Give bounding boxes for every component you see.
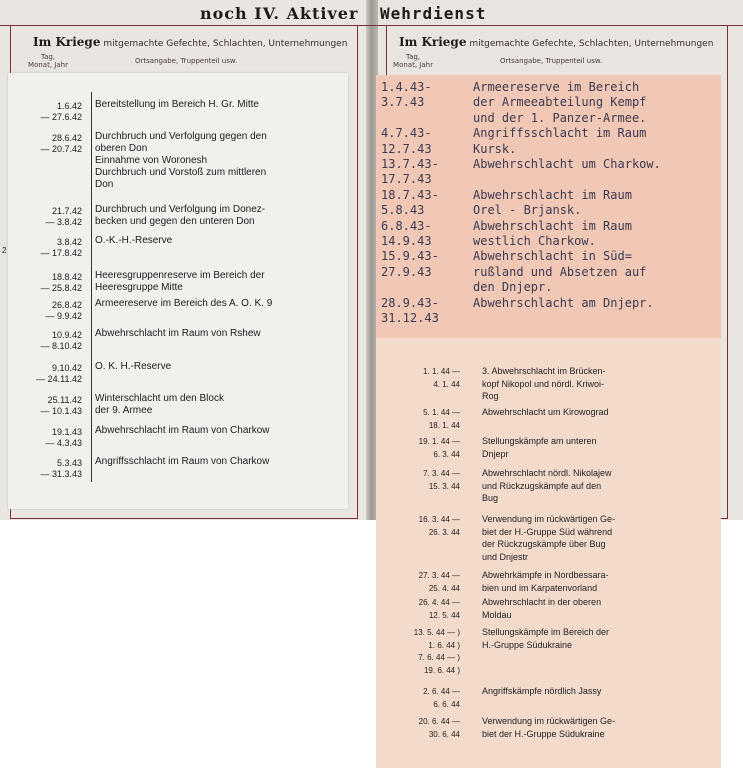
printed-date bbox=[400, 366, 460, 391]
typed-text: rußland und Absetzen auf bbox=[473, 264, 647, 279]
left-subheader-bold: Im Kriege bbox=[33, 35, 101, 49]
entry-text bbox=[95, 361, 335, 373]
entry-text bbox=[95, 456, 335, 468]
margin-mark: 2 bbox=[2, 246, 7, 255]
col-date-line: Monat, Jahr bbox=[28, 61, 68, 69]
printed-date-line: 26. 3. 44 bbox=[428, 527, 460, 537]
printed-text bbox=[482, 406, 697, 419]
entry-text-line: Durchbruch und Verfolgung gegen den bbox=[95, 131, 267, 142]
entry-text bbox=[95, 99, 335, 111]
typed-date: 3.7.43 bbox=[381, 95, 425, 110]
printed-date-line: 1. 1. 44 — bbox=[423, 367, 460, 376]
entry-date bbox=[4, 458, 82, 480]
printed-text-line: und Dnjestr bbox=[482, 551, 529, 562]
col-date-line: Tag, bbox=[40, 53, 56, 61]
typed-date: 12.7.43 bbox=[381, 141, 432, 156]
entry-text-line: becken und gegen den unteren Don bbox=[95, 216, 255, 227]
entry-date bbox=[4, 237, 82, 259]
printed-date-line: 1. 6. 44 ) bbox=[428, 640, 460, 650]
printed-text bbox=[482, 626, 697, 651]
left-page-header: noch IV. Aktiver bbox=[200, 4, 359, 23]
printed-text-line: biet der H.-Gruppe Südukraine bbox=[482, 728, 605, 739]
printed-text-line: Verwendung im rückwärtigen Ge- bbox=[482, 716, 616, 726]
printed-date bbox=[400, 597, 460, 622]
printed-text-line: und Rückzugskämpfe auf den bbox=[482, 480, 602, 491]
printed-text-line: der Rückzugskämpfe über Bug bbox=[482, 539, 606, 549]
printed-text bbox=[482, 596, 697, 621]
printed-date-line: 18. 1. 44 bbox=[428, 420, 460, 430]
entry-text-line: oberen Don bbox=[95, 143, 148, 154]
entry-text bbox=[95, 425, 335, 437]
entry-date-line: — 31.3.43 bbox=[40, 469, 82, 479]
entry-date-line: 1.6.42 bbox=[56, 101, 82, 111]
entry-text-line: Winterschlacht um den Block bbox=[95, 393, 224, 404]
typed-date: 15.9.43- bbox=[381, 249, 439, 264]
entry-date bbox=[4, 363, 82, 385]
typed-date: 31.12.43 bbox=[381, 311, 439, 325]
typed-text: Angriffsschlacht im Raum bbox=[473, 126, 647, 141]
entry-text-line: Abwehrschlacht im Raum von Charkow bbox=[95, 425, 270, 436]
col-date-line: Monat, Jahr bbox=[393, 61, 433, 69]
printed-date bbox=[400, 570, 460, 595]
typed-text: Armeereserve im Bereich bbox=[473, 80, 640, 94]
entry-text bbox=[95, 328, 335, 340]
typed-date: 27.9.43 bbox=[381, 264, 432, 279]
entry-date bbox=[4, 272, 82, 294]
printed-date-line: 26. 4. 44 — bbox=[418, 598, 460, 607]
entry-text-line: Armeereserve im Bereich des A. O. K. 9 bbox=[95, 298, 273, 309]
left-col-date-head bbox=[28, 53, 68, 69]
printed-text bbox=[482, 569, 697, 594]
printed-text-line: Stellungskämpfe am unteren bbox=[482, 436, 597, 446]
typed-text: Abwehrschlacht um Charkow. bbox=[473, 157, 661, 171]
entry-date-line: — 17.8.42 bbox=[40, 248, 82, 258]
entry-date bbox=[4, 206, 82, 228]
typed-text: Orel - Brjansk. bbox=[473, 203, 582, 218]
entry-date-line: 10.9.42 bbox=[51, 330, 82, 340]
col-date-line: Tag, bbox=[405, 53, 421, 61]
entry-text bbox=[95, 131, 335, 191]
printed-text bbox=[482, 467, 697, 505]
typed-text: den Dnjepr. bbox=[473, 280, 553, 295]
entry-text bbox=[95, 393, 335, 417]
printed-date-line: 4. 1. 44 bbox=[433, 379, 460, 389]
entry-date-line: — 3.8.42 bbox=[45, 217, 82, 227]
entry-date-line: — 8.10.42 bbox=[40, 341, 82, 351]
entry-date bbox=[4, 427, 82, 449]
entry-text-line: Durchbruch und Verfolgung im Donez- bbox=[95, 204, 266, 215]
printed-text-line: Bug bbox=[482, 493, 499, 503]
printed-date-line: 20. 6. 44 — bbox=[418, 717, 460, 726]
entry-text-line: der 9. Armee bbox=[95, 405, 153, 416]
printed-date-line: 13. 5. 44 — ) bbox=[413, 628, 460, 637]
printed-date-line: 6. 6. 44 bbox=[433, 699, 460, 709]
entry-date-line: — 10.1.43 bbox=[40, 406, 82, 416]
typed-date: 18.7.43- bbox=[381, 187, 439, 202]
right-page-header: Wehrdienst bbox=[380, 4, 487, 23]
typed-text: der Armeeabteilung Kempf bbox=[473, 95, 647, 110]
entry-date-line: — 9.9.42 bbox=[45, 311, 82, 321]
printed-text bbox=[482, 685, 697, 698]
printed-date-line: 15. 3. 44 bbox=[428, 481, 460, 491]
printed-date-line: 2. 6. 44 — bbox=[423, 687, 460, 696]
entry-text-line: Angriffsschlacht im Raum von Charkow bbox=[95, 456, 270, 467]
printed-date-line: 16. 3. 44 — bbox=[418, 515, 460, 524]
entry-text-line: O.-K.-H.-Reserve bbox=[95, 235, 173, 246]
typed-date: 17.7.43 bbox=[381, 172, 432, 187]
printed-date-line: 30. 6. 44 bbox=[428, 729, 460, 739]
printed-text bbox=[482, 435, 697, 460]
right-subheader-bold: Im Kriege bbox=[399, 35, 467, 49]
printed-text-line: bien und im Karpatenvorland bbox=[482, 582, 598, 593]
printed-date-line: 25. 4. 44 bbox=[428, 583, 460, 593]
printed-text-line: H.-Gruppe Südukraine bbox=[482, 639, 573, 650]
right-col-date-head bbox=[393, 53, 433, 69]
left-column-divider bbox=[91, 92, 92, 482]
left-subheader bbox=[33, 35, 347, 49]
entry-date-line: 26.8.42 bbox=[51, 300, 82, 310]
entry-date-line: 19.1.43 bbox=[51, 427, 82, 437]
printed-text-line: Abwehrschlacht nördl. Nikolajew bbox=[482, 468, 612, 478]
printed-text-line: Abwehrschlacht in der oberen bbox=[482, 597, 602, 607]
entry-text-line: Abwehrschlacht im Raum von Rshew bbox=[95, 328, 261, 339]
printed-text-line: kopf Nikopol und nördl. Kriwoi- bbox=[482, 378, 605, 389]
entry-date-line: — 4.3.43 bbox=[45, 438, 82, 448]
typed-date: 5.8.43 bbox=[381, 203, 425, 218]
typed-date: 28.9.43- bbox=[381, 295, 439, 310]
entry-date-line: — 25.8.42 bbox=[40, 283, 82, 293]
entry-text bbox=[95, 298, 335, 310]
typed-date: 6.8.43- bbox=[381, 218, 432, 233]
typed-date: 13.7.43- bbox=[381, 157, 439, 171]
printed-date-line: 7. 3. 44 — bbox=[423, 469, 460, 478]
entry-date-line: 18.8.42 bbox=[51, 272, 82, 282]
left-subheader-rest: mitgemachte Gefechte, Schlachten, Unternehmungen bbox=[103, 39, 348, 49]
typed-text: und der 1. Panzer-Armee. bbox=[473, 110, 647, 125]
typed-text: westlich Charkow. bbox=[473, 234, 596, 248]
printed-text bbox=[482, 365, 697, 403]
printed-text-line: Dnjepr bbox=[482, 448, 509, 459]
printed-text-line: Abwehrschlacht um Kirowograd bbox=[482, 407, 609, 417]
entry-text-line: Don bbox=[95, 179, 114, 190]
typed-text: Abwehrschlacht im Raum bbox=[473, 218, 632, 233]
printed-date-line: 27. 3. 44 — bbox=[418, 571, 460, 580]
typed-text: Kursk. bbox=[473, 141, 517, 156]
entry-date bbox=[4, 300, 82, 322]
printed-date-line: 5. 1. 44 — bbox=[423, 408, 460, 417]
entry-date-line: 9.10.42 bbox=[51, 363, 82, 373]
printed-date-line: 19. 6. 44 ) bbox=[423, 665, 460, 675]
entry-date bbox=[4, 330, 82, 352]
entry-text bbox=[95, 235, 335, 247]
typed-date: 14.9.43 bbox=[381, 234, 432, 248]
entry-text-line: O. K. H.-Reserve bbox=[95, 361, 172, 372]
printed-date bbox=[400, 716, 460, 741]
entry-date-line: — 27.6.42 bbox=[40, 112, 82, 122]
printed-text bbox=[482, 715, 697, 740]
typed-text: Abwehrschlacht am Dnjepr. bbox=[473, 295, 654, 310]
printed-text-line: Stellungskämpfe im Bereich der bbox=[482, 627, 610, 637]
printed-date-line: 12. 5. 44 bbox=[428, 610, 460, 620]
entry-date bbox=[4, 101, 82, 123]
typed-text: Abwehrschlacht im Raum bbox=[473, 187, 632, 202]
entry-date-line: — 20.7.42 bbox=[40, 144, 82, 154]
printed-text-line: Verwendung im rückwärtigen Ge- bbox=[482, 514, 616, 524]
printed-text-line: biet der H.-Gruppe Süd während bbox=[482, 526, 613, 537]
right-subheader-rest: mitgemachte Gefechte, Schlachten, Unternehmungen bbox=[469, 39, 714, 49]
entry-date-line: 25.11.42 bbox=[47, 395, 82, 405]
entry-date-line: 28.6.42 bbox=[51, 133, 82, 143]
printed-text-line: Moldau bbox=[482, 609, 512, 620]
printed-text bbox=[482, 513, 697, 563]
entry-text-line: Heeresgruppenreserve im Bereich der bbox=[95, 270, 265, 281]
printed-date bbox=[400, 468, 460, 493]
printed-date bbox=[400, 436, 460, 461]
printed-date bbox=[400, 627, 460, 677]
left-col-place-head: Ortsangabe, Truppenteil usw. bbox=[135, 57, 238, 65]
printed-date bbox=[400, 514, 460, 539]
right-subheader bbox=[399, 35, 713, 49]
printed-text-line: Rog bbox=[482, 391, 499, 401]
printed-date-line: 6. 3. 44 bbox=[433, 449, 460, 459]
entry-text-line: Einnahme von Woronesh bbox=[95, 155, 208, 166]
typed-date: 4.7.43- bbox=[381, 126, 432, 141]
entry-date-line: 21.7.42 bbox=[51, 206, 82, 216]
entry-date bbox=[4, 133, 82, 155]
entry-text-line: Bereitstellung im Bereich H. Gr. Mitte bbox=[95, 99, 259, 110]
printed-date-line: 7. 6. 44 — ) bbox=[418, 653, 460, 662]
printed-date bbox=[400, 407, 460, 432]
printed-date-line: 19. 1. 44 — bbox=[418, 437, 460, 446]
printed-date bbox=[400, 686, 460, 711]
entry-text-line: Heeresgruppe Mitte bbox=[95, 282, 183, 293]
entry-date bbox=[4, 395, 82, 417]
printed-text-line: Abwehrkämpfe in Nordbessara- bbox=[482, 570, 609, 580]
entry-date-line: 5.3.43 bbox=[56, 458, 82, 468]
entry-text bbox=[95, 204, 335, 228]
entry-date-line: — 24.11.42 bbox=[36, 374, 82, 384]
typed-date: 1.4.43- bbox=[381, 80, 432, 94]
right-col-place-head: Ortsangabe, Truppenteil usw. bbox=[500, 57, 603, 65]
entry-date-line: 3.8.42 bbox=[56, 237, 82, 247]
entry-text-line: Durchbruch und Vorstoß zum mittleren bbox=[95, 167, 267, 178]
entry-text bbox=[95, 270, 335, 294]
printed-text-line: 3. Abwehrschlacht im Brücken- bbox=[482, 366, 606, 376]
typed-text: Abwehrschlacht in Süd= bbox=[473, 249, 632, 264]
printed-text-line: Angriffskämpfe nördlich Jassy bbox=[482, 686, 602, 696]
